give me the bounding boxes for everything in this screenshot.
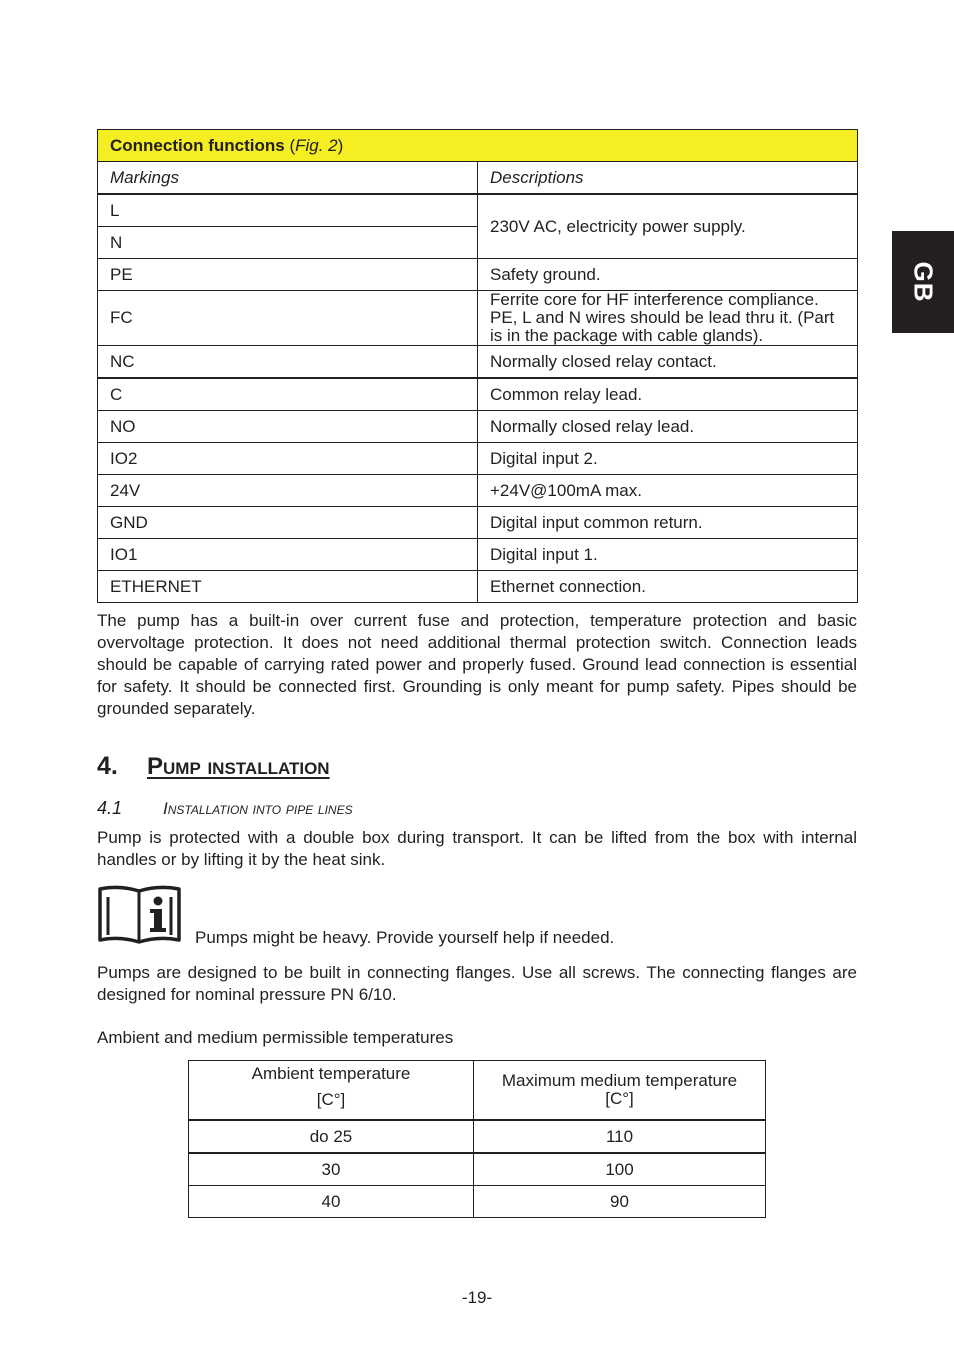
marking-cell: NO bbox=[98, 411, 478, 443]
medium-cell: 90 bbox=[474, 1186, 766, 1218]
book-info-icon bbox=[97, 885, 182, 945]
header-medium-line1: Maximum medium temperature bbox=[501, 1071, 738, 1090]
table-row bbox=[98, 443, 858, 475]
ambient-cell: do 25 bbox=[189, 1120, 474, 1153]
table-row bbox=[98, 539, 858, 571]
description-cell: Safety ground. bbox=[478, 259, 858, 291]
header-medium bbox=[474, 1061, 766, 1121]
description-cell: Ferrite core for HF interference compliance. PE, L and N wires should be lead thru it. (Part is in the package with cable glands). bbox=[478, 291, 858, 346]
marking-cell: PE bbox=[98, 259, 478, 291]
subsection-title: Installation into pipe lines bbox=[163, 799, 353, 818]
marking-cell: GND bbox=[98, 507, 478, 539]
header-ambient-line1: Ambient temperature bbox=[251, 1064, 411, 1083]
table-title-bold: Connection functions bbox=[110, 135, 285, 155]
description-cell: Digital input common return. bbox=[478, 507, 858, 539]
table-row bbox=[98, 475, 858, 507]
description-cell: Normally closed relay lead. bbox=[478, 411, 858, 443]
table-row bbox=[189, 1186, 766, 1218]
subsection-number: 4.1 bbox=[97, 798, 123, 818]
section-number: 4. bbox=[97, 752, 118, 780]
medium-cell: 110 bbox=[474, 1120, 766, 1153]
marking-cell: L bbox=[98, 194, 478, 227]
table-row bbox=[98, 259, 858, 291]
language-tab bbox=[892, 231, 954, 333]
table-row bbox=[98, 194, 858, 227]
marking-cell: NC bbox=[98, 346, 478, 379]
connection-functions-table bbox=[97, 129, 858, 603]
column-header-descriptions: Descriptions bbox=[478, 162, 858, 195]
title-paren-close: ) bbox=[337, 135, 344, 155]
marking-cell: IO2 bbox=[98, 443, 478, 475]
table-row bbox=[98, 571, 858, 603]
temperature-caption: Ambient and medium permissible temperatures bbox=[97, 1028, 454, 1047]
table-row bbox=[189, 1153, 766, 1186]
transport-paragraph: Pump is protected with a double box during transport. It can be lifted from the box with internal handles or by lifting it by the heat sink. bbox=[97, 828, 857, 869]
title-paren-open: ( bbox=[284, 135, 296, 155]
ambient-cell: 40 bbox=[189, 1186, 474, 1218]
page-number: -19- bbox=[461, 1288, 493, 1307]
table-row bbox=[98, 378, 858, 411]
marking-cell: IO1 bbox=[98, 539, 478, 571]
table-row bbox=[98, 411, 858, 443]
marking-cell: 24V bbox=[98, 475, 478, 507]
temperature-header-row bbox=[189, 1061, 766, 1121]
header-ambient-line2: [C°] bbox=[316, 1090, 346, 1109]
table-title bbox=[98, 130, 858, 162]
section-title: Pump installation bbox=[147, 753, 330, 780]
medium-cell: 100 bbox=[474, 1153, 766, 1186]
ambient-cell: 30 bbox=[189, 1153, 474, 1186]
figure-reference: Fig. 2 bbox=[295, 135, 338, 155]
info-note: Pumps might be heavy. Provide yourself help if needed. bbox=[195, 928, 615, 947]
section-heading bbox=[97, 752, 330, 781]
table-row bbox=[189, 1120, 766, 1153]
temperature-table bbox=[188, 1060, 766, 1218]
marking-cell: N bbox=[98, 227, 478, 259]
table-title-row bbox=[98, 130, 858, 162]
description-cell: +24V@100mA max. bbox=[478, 475, 858, 507]
language-tab-label: GB bbox=[908, 261, 939, 303]
description-cell: Common relay lead. bbox=[478, 378, 858, 411]
marking-cell: FC bbox=[98, 291, 478, 346]
marking-cell: C bbox=[98, 378, 478, 411]
table-row bbox=[98, 291, 858, 346]
table-row bbox=[98, 346, 858, 379]
description-cell: 230V AC, electricity power supply. bbox=[478, 194, 858, 259]
table-header-row bbox=[98, 162, 858, 195]
header-medium-line2: [C°] bbox=[605, 1089, 634, 1108]
description-cell: Normally closed relay contact. bbox=[478, 346, 858, 379]
header-ambient bbox=[189, 1061, 474, 1121]
subsection-heading bbox=[97, 798, 353, 819]
flanges-paragraph: Pumps are designed to be built in connecting flanges. Use all screws. The connecting flanges are designed for nominal pressure PN 6/10. bbox=[97, 963, 857, 1004]
description-cell: Ethernet connection. bbox=[478, 571, 858, 603]
description-cell: Digital input 2. bbox=[478, 443, 858, 475]
column-header-markings: Markings bbox=[98, 162, 478, 195]
table-row bbox=[98, 507, 858, 539]
description-cell: Digital input 1. bbox=[478, 539, 858, 571]
protection-paragraph: The pump has a built-in over current fuse and protection, temperature protection and basic overvoltage protection. It does not need additional thermal protection switch. Connection leads should be capable of carrying rated power and properly fused. Ground lead connection is essential for safety. It should be connected first. Grounding is only meant for pump safety. Pipes should be grounded separately. bbox=[97, 611, 857, 718]
marking-cell: ETHERNET bbox=[98, 571, 478, 603]
